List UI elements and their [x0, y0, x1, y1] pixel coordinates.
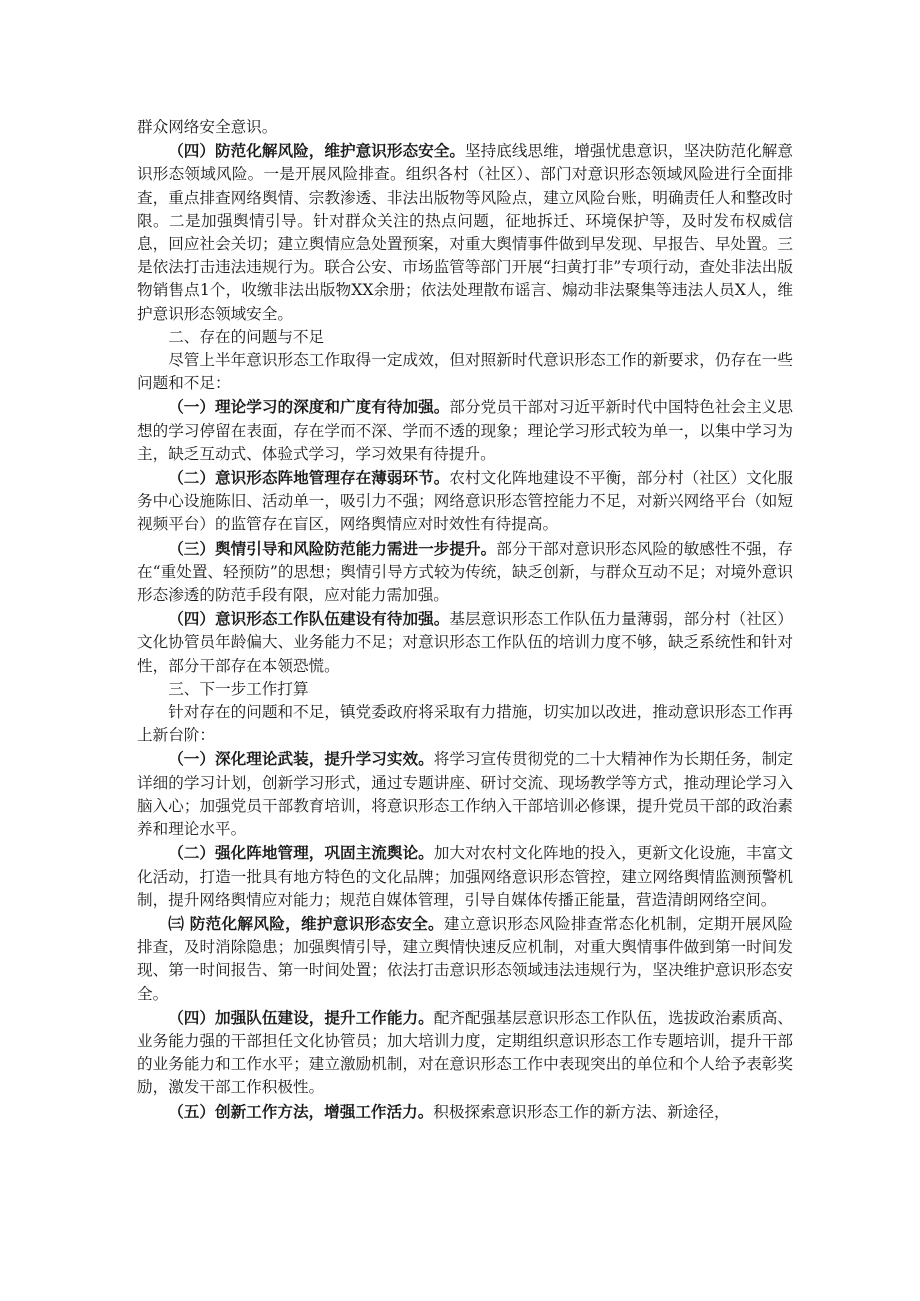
- paragraph-plan-5: [137, 1100, 793, 1124]
- paragraph-lead: （二）强化阵地管理，巩固主流舆论。: [168, 843, 434, 863]
- paragraph-lead: （四）加强队伍建设，提升工作能力。: [168, 1007, 434, 1027]
- paragraph-lead: （四）意识形态工作队伍建设有待加强。: [168, 609, 450, 629]
- paragraph-lead: ㈢ 防范化解风险，维护意识形态安全。: [168, 913, 444, 933]
- paragraph-lead: （一）深化理论武装，提升学习实效。: [168, 749, 434, 769]
- paragraph-lead: （四）防范化解风险，维护意识形态安全。: [168, 141, 465, 161]
- paragraph-body: 部分干部对意识形态风险的敏感性不强，存在“重处置、轻预防”的思想；舆情引导方式较为传统，缺乏创新，与群众互动不足；对境外意识形态渗透的防范手段有限，应对能力需加强。: [137, 539, 793, 605]
- paragraph-body: 部分党员干部对习近平新时代中国特色社会主义思想的学习停留在表面，存在学而不深、学而不透的现象；理论学习形式较为单一，以集中学习为主，缺乏互动式、体验式学习，学习效果有待提升。: [137, 398, 793, 463]
- paragraph-body: 加大对农村文化阵地的投入，更新文化设施，丰富文化活动，打造一批具有地方特色的文化品牌；加强网络意识形态管控，建立网络舆情监测预警机制，提升网络舆情应对能力；规范自媒体管理，引导自媒体传播正能量，营造清朗网络空间。: [137, 844, 793, 909]
- paragraph-body: 基层意识形态工作队伍力量薄弱，部分村（社区）文化协管员年龄偏大、业务能力不足；对意识形态工作队伍的培训力度不够，缺乏系统性和针对性，部分干部存在本领恐慌。: [137, 610, 793, 675]
- paragraph-lead: （五）创新工作方法，增强工作活力。: [168, 1101, 434, 1121]
- paragraph-plan-1: [137, 747, 793, 841]
- paragraph-continuation: 群众网络安全意识。: [137, 118, 278, 136]
- paragraph-next-steps-intro: 针对存在的问题和不足，镇党委政府将采取有力措施，切实加以改进，推动意识形态工作再上新台阶：: [137, 703, 793, 745]
- paragraph-body: 坚持底线思维，增强忧患意识，坚决防范化解意识形态领域风险。一是开展风险排查。组织各村（社区）、部门对意识形态领域风险进行全面排查，重点排查网络舆情、宗教渗透、非法出版物等风险点，建立风险台账，明确责任人和整改时限。二是加强舆情引导。针对群众关注的热点问题，征地拆迁、环境保护等，及时发布权威信息，回应社会关切；建立舆情应急处置预案，对重大舆情事件做到早发现、早报告、早处置。三是依法打击违法违规行为。联合公安、市场监管等部门开展“扫黄打非”专项行动，查处非法出版物销售点1个，收缴非法出版物XX余册；依法处理散布谣言、煽动非法聚集等违法人员X人，维护意识形态领域安全。: [137, 142, 793, 323]
- section-heading-problems: 二、存在的问题与不足: [168, 327, 325, 346]
- paragraph-lead: （二）意识形态阵地管理存在薄弱环节。: [168, 468, 450, 488]
- section-heading-next-steps: 三、下一步工作打算: [168, 679, 309, 698]
- paragraph-body: 积极探索意识形态工作的新方法、新途径，: [433, 1102, 730, 1121]
- paragraph-problem-2: [137, 466, 793, 537]
- paragraph-risk-prevention: [137, 139, 793, 326]
- paragraph-problem-1: [137, 395, 793, 466]
- paragraph-problem-3: [137, 537, 793, 608]
- paragraph-plan-3: [137, 912, 793, 1006]
- document-page: [137, 116, 793, 1124]
- paragraph-body: 农村文化阵地建设不平衡，部分村（社区）文化服务中心设施陈旧、活动单一，吸引力不强；网络意识形态管控能力不足，对新兴网络平台（如短视频平台）的监管存在盲区，网络舆情应对时效性有待提高。: [137, 469, 793, 534]
- paragraph-lead: （一）理论学习的深度和广度有待加强。: [168, 397, 450, 417]
- paragraph-lead: （三）舆情引导和风险防范能力需进一步提升。: [168, 538, 497, 558]
- paragraph-body: 配齐配强基层意识形态工作队伍，选拔政治素质高、业务能力强的干部担任文化协管员；加大培训力度，定期组织意识形态工作专题培训，提升干部的业务能力和工作水平；建立激励机制，对在意识形态工作中表现突出的单位和个人给予表彰奖励，激发干部工作积极性。: [137, 1008, 793, 1097]
- paragraph-plan-2: [137, 841, 793, 912]
- paragraph-problem-4: [137, 607, 793, 678]
- paragraph-plan-4: [137, 1006, 793, 1100]
- paragraph-body: 建立意识形态风险排查常态化机制，定期开展风险排查，及时消除隐患；加强舆情引导，建立舆情快速反应机制，对重大舆情事件做到第一时间发现、第一时间报告、第一时间处置；依法打击意识形态领域违法违规行为，坚决维护意识形态安全。: [137, 914, 793, 1003]
- paragraph-body: 将学习宣传贯彻党的二十大精神作为长期任务，制定详细的学习计划，创新学习形式，通过专题讲座、研讨交流、现场教学等方式，推动理论学习入脑入心；加强党员干部教育培训，将意识形态工作纳入干部培训必修课，提升党员干部的政治素养和理论水平。: [137, 750, 793, 839]
- paragraph-problems-intro: 尽管上半年意识形态工作取得一定成效，但对照新时代意识形态工作的新要求，仍存在一些问题和不足：: [137, 351, 793, 393]
